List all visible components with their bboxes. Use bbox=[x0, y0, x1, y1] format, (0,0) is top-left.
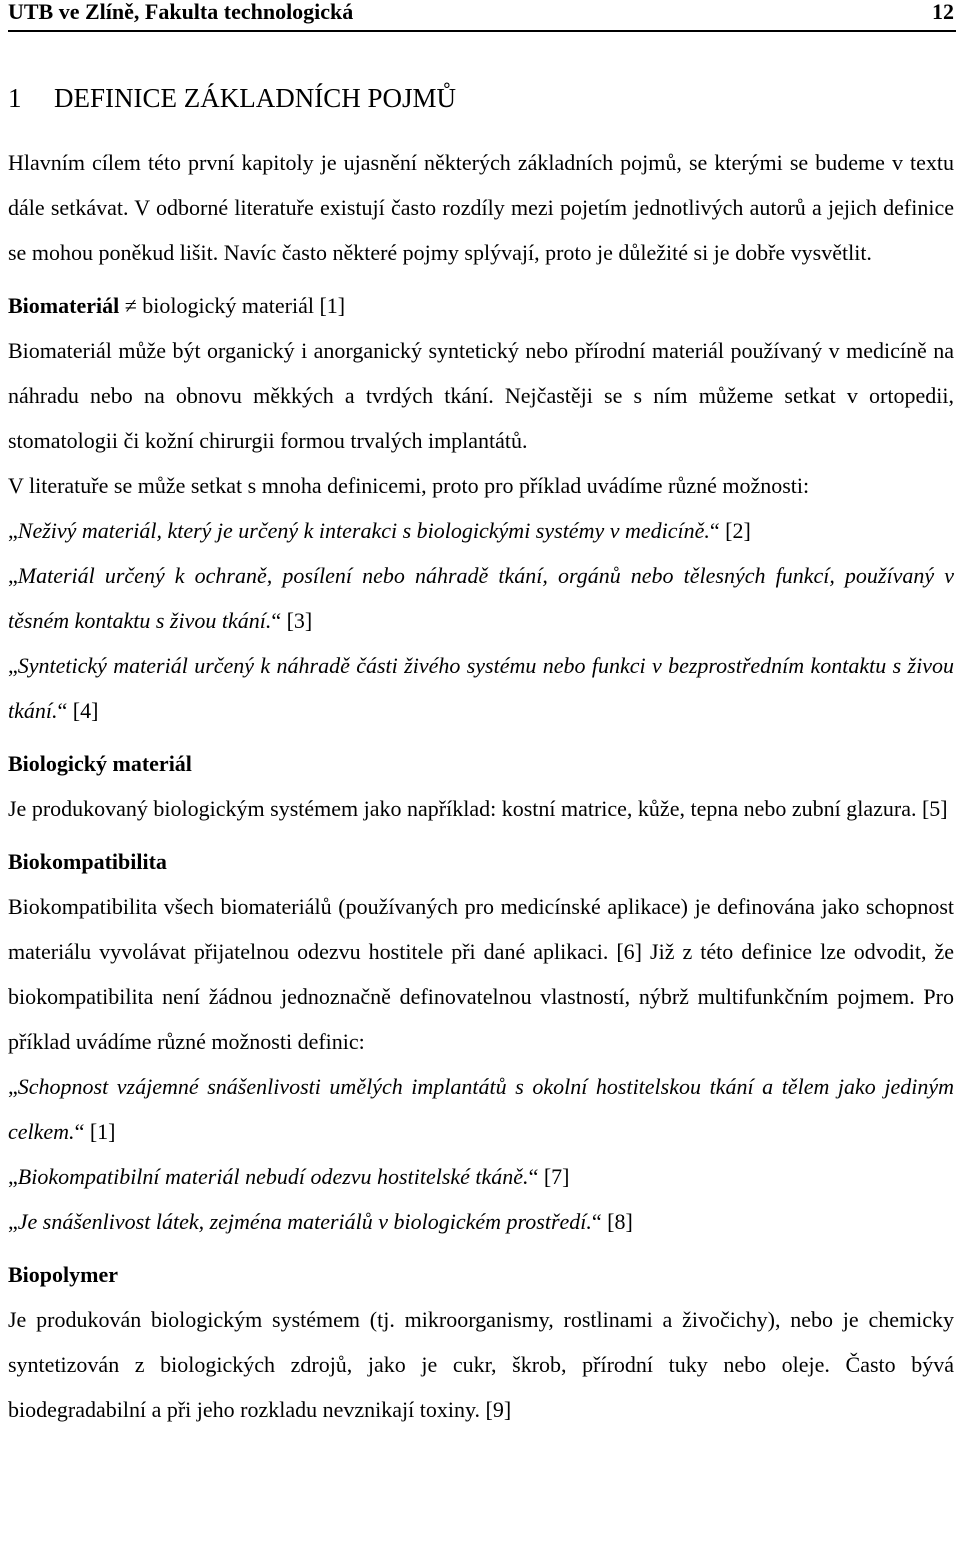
header-title: UTB ve Zlíně, Fakulta technologická bbox=[8, 0, 354, 24]
citation-ref: [3] bbox=[286, 608, 313, 633]
close-quote: “ bbox=[591, 1209, 602, 1234]
biomaterial-term: Biomateriál bbox=[8, 293, 120, 318]
not-equal-sign: ≠ bbox=[124, 293, 137, 318]
open-quote: „ bbox=[8, 1209, 18, 1234]
page-body bbox=[8, 140, 954, 1432]
quote-paragraph bbox=[8, 553, 954, 643]
biologicky-material-paragraph: Je produkovaný biologickým systémem jako například: kostní matrice, kůže, tepna nebo zubní glazura. [5] bbox=[8, 796, 948, 821]
close-quote: “ bbox=[74, 1119, 85, 1144]
quote-text: Materiál určený k ochraně, posílení nebo náhradě tkání, orgánů nebo tělesných funkcí, používaný v těsném kontaktu s živou tkání. bbox=[8, 563, 954, 633]
intro-paragraph: Hlavním cílem této první kapitoly je ujasnění některých základních pojmů, se kterými se budeme v textu dále setkávat. V odborné literatuře existují často rozdíly mezi pojetím jednotlivých autorů a jejich definice se mohou poněkud lišit. Navíc často některé pojmy splývají, proto je důležité si je dobře vysvětlit. bbox=[8, 150, 954, 265]
quote-paragraph bbox=[8, 1154, 954, 1199]
quote-text: Syntetický materiál určený k náhradě části živého systému nebo funkci v bezprostředním kontaktu s živou tkání. bbox=[8, 653, 954, 723]
section-heading-biopolymer: Biopolymer bbox=[8, 1262, 118, 1287]
section-heading-biokompatibilita: Biokompatibilita bbox=[8, 849, 167, 874]
close-quote: “ bbox=[271, 608, 282, 633]
quote-text: Neživý materiál, který je určený k interakci s biologickými systémy v medicíně. bbox=[17, 518, 710, 543]
close-quote: “ bbox=[709, 518, 720, 543]
quote-text: Je snášenlivost látek, zejména materiálů v biologickém prostředí. bbox=[17, 1209, 592, 1234]
header-divider bbox=[8, 30, 956, 32]
close-quote: “ bbox=[57, 698, 68, 723]
quote-text: Biokompatibilní materiál nebudí odezvu hostitelské tkáně. bbox=[17, 1164, 529, 1189]
quote-paragraph bbox=[8, 508, 954, 553]
biokompatibilita-paragraph: Biokompatibilita všech biomateriálů (používaných pro medicínské aplikace) je definována jako schopnost materiálu vyvolávat přijatelnou odezvu hostitele při dané aplikaci. [6] Již z této definice lze odvodit, že biokompatibilita není žádnou jednoznačně definovatelnou vlastností, nýbrž multifunkčním pojmem. Pro příklad uvádíme různé možnosti definic: bbox=[8, 894, 954, 1054]
chapter-heading bbox=[8, 82, 456, 114]
citation-ref: [4] bbox=[72, 698, 99, 723]
citation-ref: [2] bbox=[725, 518, 751, 543]
biomaterial-definition-line bbox=[8, 283, 954, 328]
open-quote: „ bbox=[8, 653, 18, 678]
open-quote: „ bbox=[8, 563, 18, 588]
page-number: 12 bbox=[932, 0, 954, 24]
citation-ref: [7] bbox=[543, 1164, 570, 1189]
quote-paragraph bbox=[8, 1199, 954, 1244]
chapter-number: 1 bbox=[8, 83, 22, 113]
close-quote: “ bbox=[528, 1164, 539, 1189]
quote-paragraph bbox=[8, 1064, 954, 1154]
open-quote: „ bbox=[8, 518, 18, 543]
open-quote: „ bbox=[8, 1164, 18, 1189]
quote-text: Schopnost vzájemné snášenlivosti umělých implantátů s okolní hostitelskou tkání a tělem jako jediným celkem. bbox=[8, 1074, 954, 1144]
biomaterial-paragraph-2: V literatuře se může setkat s mnoha definicemi, proto pro příklad uvádíme různé možnosti: bbox=[8, 473, 810, 498]
chapter-title: DEFINICE ZÁKLADNÍCH POJMŮ bbox=[54, 83, 456, 113]
page-header bbox=[8, 0, 954, 26]
biomaterial-paragraph: Biomateriál může být organický i anorganický syntetický nebo přírodní materiál používaný v medicíně na náhradu nebo na obnovu měkkých a tvrdých tkání. Nejčastěji se s ním můžeme setkat v ortopedii, stomatologii či kožní chirurgii formou trvalých implantátů. bbox=[8, 338, 954, 453]
citation-ref: [1] bbox=[89, 1119, 116, 1144]
section-heading-biologicky-material: Biologický materiál bbox=[8, 751, 192, 776]
citation-ref: [8] bbox=[607, 1209, 633, 1234]
biopolymer-paragraph: Je produkován biologickým systémem (tj. mikroorganismy, rostlinami a živočichy), nebo je chemicky syntetizován z biologických zdrojů, jako je cukr, škrob, přírodní tuky nebo oleje. Často bývá biodegradabilní a při jeho rozkladu nevznikají toxiny. [9] bbox=[8, 1307, 954, 1422]
quote-paragraph bbox=[8, 643, 954, 733]
biomaterial-definition-rest: biologický materiál [1] bbox=[136, 293, 346, 318]
open-quote: „ bbox=[8, 1074, 18, 1099]
